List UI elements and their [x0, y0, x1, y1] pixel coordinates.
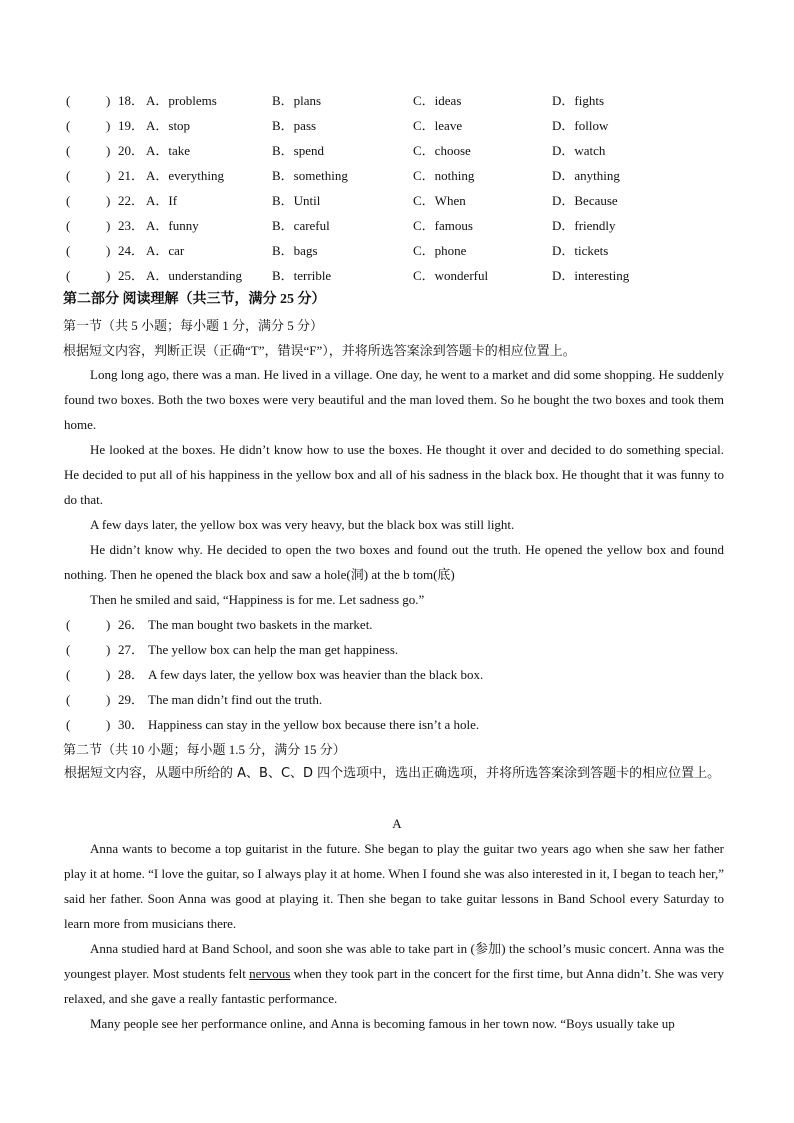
part2-title: 第二部分 阅读理解（共三节，满分 25 分）: [63, 292, 326, 307]
question-number: 25．: [118, 268, 145, 283]
answer-paren-open: (: [66, 617, 71, 632]
option-c: C．ideas: [413, 93, 462, 108]
answer-paren-open: (: [66, 93, 71, 108]
question-number: 19．: [118, 118, 145, 133]
option-a: A．If: [146, 193, 178, 208]
option-a: A．problems: [146, 93, 217, 108]
question-number: 28．: [118, 667, 145, 682]
tf-question-row: [0, 612, 794, 637]
option-c: C．phone: [413, 243, 467, 258]
passage-paragraph: [64, 362, 724, 437]
answer-paren-close: ): [106, 642, 111, 657]
option-a: A．stop: [146, 118, 191, 133]
option-d: D．tickets: [552, 243, 609, 258]
question-number: 21．: [118, 168, 145, 183]
passage-paragraph: [64, 537, 724, 587]
paragraph-text: A few days later, the yellow box was very heavy, but the black box was still light.: [90, 517, 515, 532]
passage-paragraph: [64, 1011, 724, 1036]
option-b: B．terrible: [272, 268, 332, 283]
question-number: 22．: [118, 193, 145, 208]
answer-paren-close: ): [106, 168, 111, 183]
question-text: The man didn’t find out the truth.: [148, 692, 323, 707]
option-c: C．leave: [413, 118, 463, 133]
answer-paren-open: (: [66, 193, 71, 208]
question-row: [0, 88, 794, 113]
answer-paren-open: (: [66, 667, 71, 682]
passage-paragraph: [64, 836, 724, 936]
answer-paren-close: ): [106, 667, 111, 682]
question-number: 18．: [118, 93, 145, 108]
section1-title: 第一节（共 5 小题；每小题 1 分，满分 5 分）: [63, 318, 324, 333]
answer-paren-close: ): [106, 717, 111, 732]
answer-paren-close: ): [106, 143, 111, 158]
question-text: The man bought two baskets in the market.: [148, 617, 373, 632]
section2-instruction: 根据短文内容，从题中所给的 A、B、C、D 四个选项中，选出正确选项，并将所选答案涂到答题卡的相应位置上。: [64, 766, 721, 781]
answer-paren-open: (: [66, 243, 71, 258]
tf-question-row: [0, 637, 794, 662]
option-c: C．nothing: [413, 168, 475, 183]
paragraph-text: Then he smiled and said, “Happiness is for me. Let sadness go.”: [90, 592, 425, 607]
answer-paren-open: (: [66, 692, 71, 707]
answer-paren-close: ): [106, 692, 111, 707]
option-b: B．careful: [272, 218, 330, 233]
answer-paren-open: (: [66, 268, 71, 283]
answer-paren-close: ): [106, 617, 111, 632]
option-b: B．pass: [272, 118, 317, 133]
option-c: C．wonderful: [413, 268, 489, 283]
question-number: 29．: [118, 692, 145, 707]
answer-paren-close: ): [106, 268, 111, 283]
paragraph-text: Anna wants to become a top guitarist in the future. She began to play the guitar two years ago when she saw her father play it at home. “I love the guitar, so I always play it at home. When I found she was also interested in it, I began to teach her,” said her father. Soon Anna was good at playing it. Then she began to take guitar lessons in Band School every Saturday to learn more from musicians there.: [64, 841, 724, 931]
option-a: A．car: [146, 243, 185, 258]
paragraph-text: Many people see her performance online, and Anna is becoming famous in her town now. “Boys usually take up: [90, 1016, 675, 1031]
option-b: B．Until: [272, 193, 321, 208]
question-text: A few days later, the yellow box was heavier than the black box.: [148, 667, 484, 682]
answer-paren-open: (: [66, 717, 71, 732]
underlined-word: nervous: [249, 966, 291, 981]
question-row: [0, 263, 794, 288]
answer-paren-open: (: [66, 218, 71, 233]
section2-title: 第二节（共 10 小题；每小题 1.5 分，满分 15 分）: [63, 742, 346, 757]
answer-paren-close: ): [106, 218, 111, 233]
paragraph-text: He didn’t know why. He decided to open the two boxes and found out the truth. He opened the yellow box and found nothing. Then he opened the black box and saw a hole(洞) at the b tom(底): [64, 542, 724, 582]
question-number: 23．: [118, 218, 145, 233]
option-d: D．interesting: [552, 268, 630, 283]
question-number: 27．: [118, 642, 145, 657]
option-a: A．take: [146, 143, 191, 158]
question-text: The yellow box can help the man get happiness.: [148, 642, 399, 657]
question-number: 24．: [118, 243, 145, 258]
paragraph-text: when they took part in the concert for the first time, but Anna didn’t. She was very relaxed, and she gave a really fantastic performance.: [64, 966, 724, 1006]
option-a: A．understanding: [146, 268, 243, 283]
passage-paragraph: [64, 587, 724, 612]
paragraph-text: Anna studied hard at Band School, and soon she was able to take part in (参加) the school’s music concert. Anna was the youngest player. Most students felt: [64, 941, 724, 981]
passage-paragraph: [64, 512, 724, 537]
option-c: C．choose: [413, 143, 471, 158]
question-row: [0, 188, 794, 213]
option-d: D．anything: [552, 168, 620, 183]
question-text: Happiness can stay in the yellow box because there isn’t a hole.: [148, 717, 480, 732]
passage-paragraph: [64, 437, 724, 512]
tf-question-row: [0, 687, 794, 712]
answer-paren-open: (: [66, 642, 71, 657]
question-row: [0, 238, 794, 263]
question-number: 30．: [118, 717, 145, 732]
tf-question-row: [0, 662, 794, 687]
answer-paren-close: ): [106, 243, 111, 258]
passage-label: A: [392, 816, 402, 831]
answer-paren-open: (: [66, 118, 71, 133]
tf-question-row: [0, 712, 794, 737]
question-row: [0, 213, 794, 238]
option-d: D．watch: [552, 143, 606, 158]
question-row: [0, 138, 794, 163]
option-b: B．plans: [272, 93, 322, 108]
option-d: D．follow: [552, 118, 609, 133]
question-number: 20．: [118, 143, 145, 158]
question-number: 26．: [118, 617, 145, 632]
paragraph-text: He looked at the boxes. He didn’t know how to use the boxes. He thought it over and decided to do something special. He decided to put all of his happiness in the yellow box and all of his sadness in the black box. He thought that it was funny to do that.: [64, 442, 724, 507]
option-a: A．everything: [146, 168, 224, 183]
option-c: C．famous: [413, 218, 473, 233]
option-c: C．When: [413, 193, 466, 208]
question-row: [0, 163, 794, 188]
passage-paragraph: [64, 936, 724, 1011]
answer-paren-open: (: [66, 168, 71, 183]
option-d: D．fights: [552, 93, 605, 108]
answer-paren-close: ): [106, 118, 111, 133]
option-a: A．funny: [146, 218, 199, 233]
answer-paren-close: ): [106, 193, 111, 208]
option-b: B．bags: [272, 243, 318, 258]
option-b: B．spend: [272, 143, 325, 158]
question-row: [0, 113, 794, 138]
option-d: D．Because: [552, 193, 618, 208]
paragraph-text: Long long ago, there was a man. He lived in a village. One day, he went to a market and did some shopping. He suddenly found two boxes. Both the two boxes were very beautiful and the man loved them. So he bought the two boxes and took them home.: [64, 367, 724, 432]
answer-paren-open: (: [66, 143, 71, 158]
option-d: D．friendly: [552, 218, 616, 233]
answer-paren-close: ): [106, 93, 111, 108]
section1-instruction: 根据短文内容，判断正误（正确“T”，错误“F”），并将所选答案涂到答题卡的相应位置上。: [63, 343, 576, 358]
option-b: B．something: [272, 168, 348, 183]
